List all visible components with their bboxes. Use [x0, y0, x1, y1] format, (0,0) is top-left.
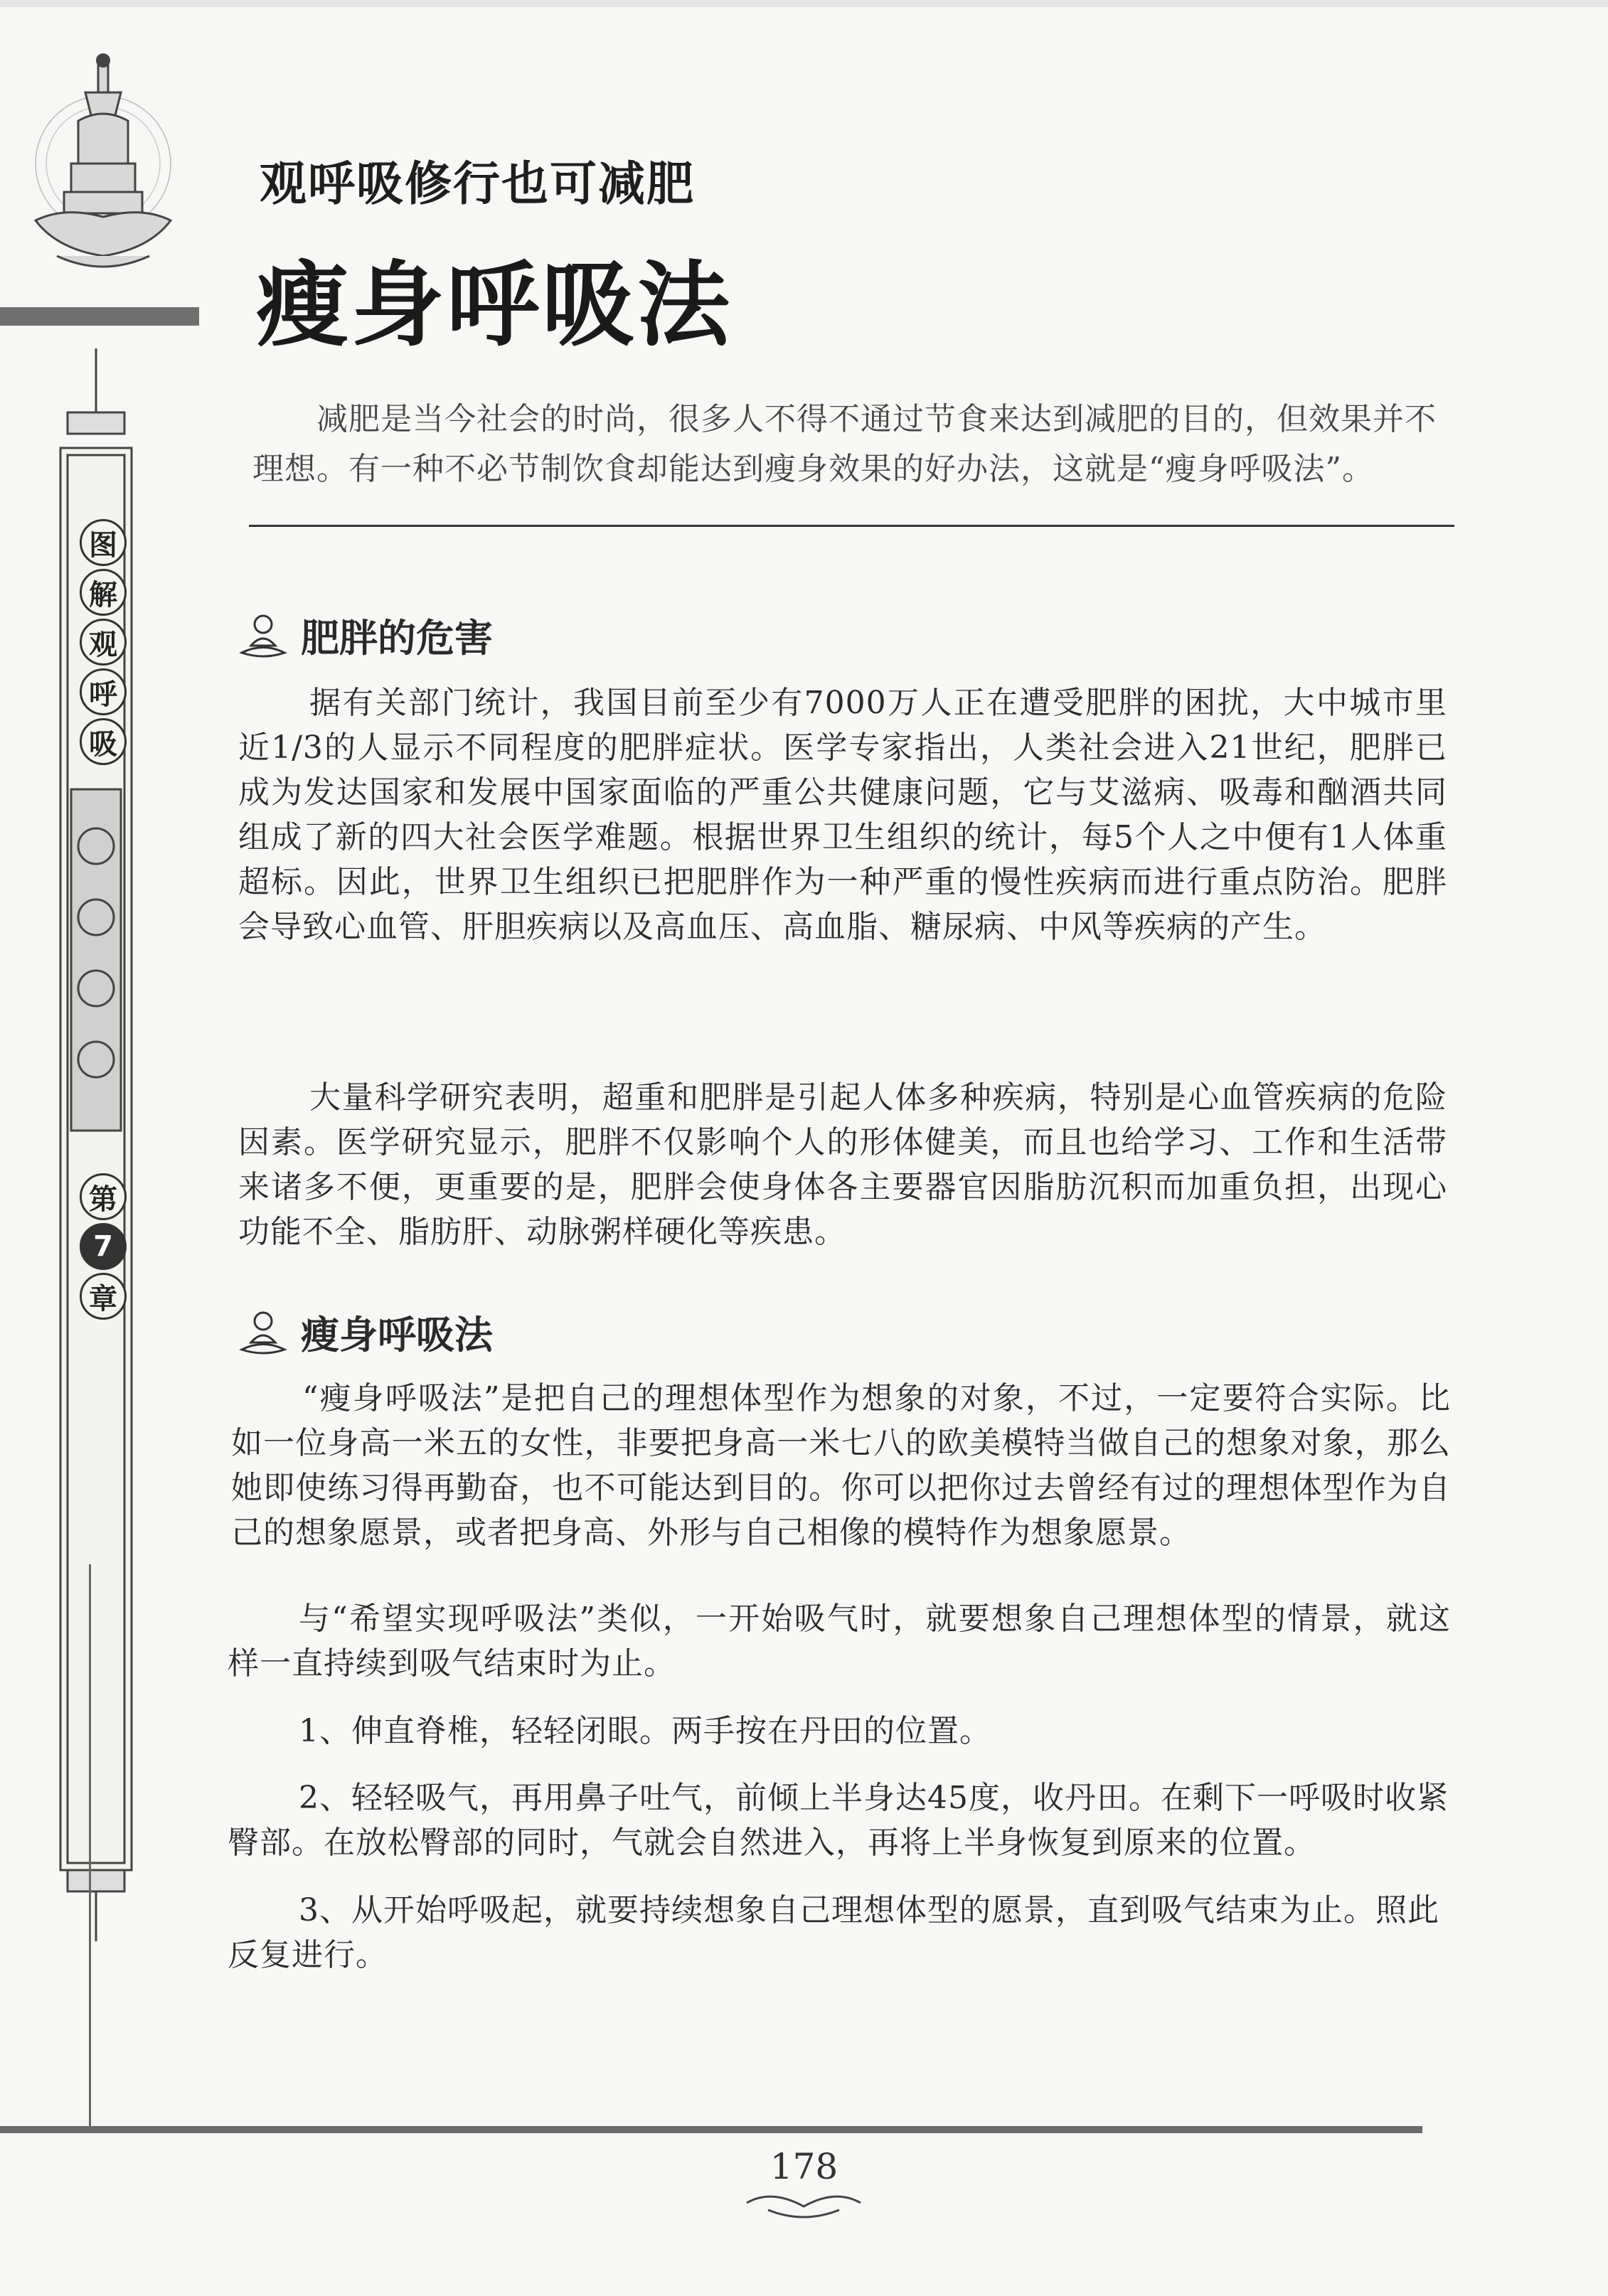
stupa-ornament [21, 43, 185, 284]
page-subtitle: 观呼吸修行也可减肥 [260, 156, 695, 211]
section-heading-2 [238, 1305, 493, 1360]
page-ornament [740, 2189, 868, 2221]
buddha-icon [238, 610, 288, 661]
chapter-number: 7 [80, 1223, 127, 1270]
intro-paragraph: 减肥是当今社会的时尚，很多人不得不通过节食来达到减肥的目的，但效果并不理想。有一种不必节制饮食却能达到瘦身效果的好办法，这就是“瘦身呼吸法”。 [252, 401, 1437, 487]
scroll-char-3: 观 [80, 619, 127, 666]
left-rule [89, 1564, 91, 2126]
step-item: 1、伸直脊椎，轻轻闭眼。两手按在丹田的位置。 [299, 1713, 991, 1749]
header-bar [0, 307, 199, 326]
paragraph: 据有关部门统计，我国目前至少有7000万人正在遭受肥胖的困扰，大中城市里近1/3的人显示不同程度的肥胖症状。医学专家指出，人类社会进入21世纪，肥胖已成为发达国家和发展中国家面临的严重公共健康问题，它与艾滋病、吸毒和酗酒共同组成了新的四大社会医学难题。根据世界卫生组织的统计，每5个人之中便有1人体重超标。因此，世界卫生组织已把肥胖作为一种严重的慢性疾病而进行重点防治。肥胖会导致心血管、肝胆疾病以及高血压、高血脂、糖尿病、中风等疾病的产生。 [238, 685, 1447, 945]
paragraph: 与“希望实现呼吸法”类似，一开始吸气时，就要想象自己理想体型的情景，就这样一直持续到吸气结束时为止。 [228, 1601, 1451, 1682]
paragraph: “瘦身呼吸法”是把自己的理想体型作为想象的对象，不过，一定要符合实际。比如一位身高一米五的女性，非要把身高一米七八的欧美模特当做自己的想象对象，那么她即使练习得再勤奋，也不可能达到目的。你可以把你过去曾经有过的理想体型作为自己的想象愿景，或者把身高、外形与自己相像的模特作为想象愿景。 [231, 1380, 1451, 1551]
chapter-char-1: 第 [80, 1173, 127, 1220]
step-item: 3、从开始呼吸起，就要持续想象自己理想体型的愿景，直到吸气结束为止。照此反复进行。 [228, 1892, 1439, 1973]
top-edge [0, 0, 1608, 7]
paragraph: 大量科学研究表明，超重和肥胖是引起人体多种疾病，特别是心血管疾病的危险因素。医学研究显示，肥胖不仅影响个人的形体健美，而且也给学习、工作和生活带来诸多不便，更重要的是，肥胖会使身体各主要器官因脂肪沉积而加重负担，出现心功能不全、脂肪肝、动脉粥样硬化等疾患。 [238, 1079, 1447, 1250]
scroll-char-1: 图 [80, 519, 127, 566]
page-number: 178 [770, 2146, 838, 2187]
buddha-icon [238, 1307, 288, 1358]
divider [249, 525, 1454, 527]
section-heading-text: 瘦身呼吸法 [301, 1312, 493, 1357]
section-heading-text: 肥胖的危害 [301, 615, 493, 661]
section-heading-1 [238, 608, 493, 663]
chapter-char-2: 章 [80, 1273, 127, 1320]
scroll-char-2: 解 [80, 569, 127, 616]
scroll-char-4: 呼 [80, 668, 127, 715]
scroll-char-5: 吸 [80, 718, 127, 765]
footer-bar [0, 2126, 1422, 2133]
page-title: 瘦身呼吸法 [256, 250, 733, 359]
step-item: 2、轻轻吸气，再用鼻子吐气，前倾上半身达45度，收丹田。在剩下一呼吸时收紧臀部。在放松臀部的同时，气就会自然进入，再将上半身恢复到原来的位置。 [228, 1780, 1449, 1861]
